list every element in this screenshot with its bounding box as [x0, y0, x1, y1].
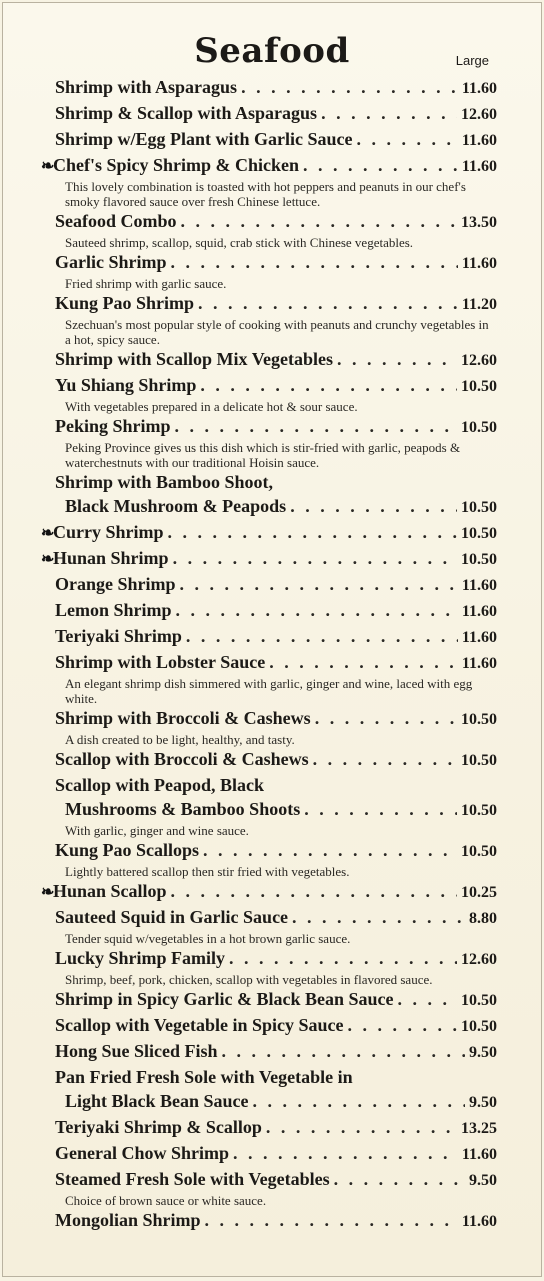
menu-item	[3, 1013, 543, 1039]
menu-item	[3, 1065, 543, 1115]
menu-item-price: 13.50	[461, 214, 497, 231]
menu-item	[3, 1141, 543, 1167]
menu-item	[3, 414, 543, 470]
chili-pepper-icon: ❧	[41, 525, 55, 542]
menu-item-name: Steamed Fresh Sole with Vegetables	[55, 1169, 330, 1189]
menu-item-name: Shrimp with Lobster Sauce	[55, 652, 266, 672]
menu-item-name: Yu Shiang Shrimp	[55, 375, 197, 395]
dot-leader	[203, 838, 457, 862]
menu-item-description: Tender squid w/vegetables in a hot brown garlic sauce.	[65, 931, 351, 946]
menu-item-line	[3, 209, 543, 235]
menu-item-price: 10.50	[461, 419, 497, 436]
menu-item-line	[3, 987, 543, 1013]
menu-item-line	[3, 1065, 543, 1089]
menu-item-price: 11.60	[461, 80, 497, 97]
menu-item-price: 9.50	[469, 1044, 497, 1061]
dot-leader	[171, 250, 458, 274]
dot-leader	[290, 494, 457, 518]
menu-item-name-continued: Black Mushroom & Peapods	[65, 496, 287, 516]
dot-leader	[168, 520, 457, 544]
menu-item-name: Hunan Scallop	[53, 881, 167, 901]
menu-item	[3, 773, 543, 838]
dot-leader	[241, 75, 458, 99]
menu-item	[3, 291, 543, 347]
menu-item-line	[3, 414, 543, 440]
menu-item-line	[3, 291, 543, 317]
menu-item-description: This lovely combination is toasted with hot peppers and peanuts in our chef's smoky flavored sauce over fresh Chinese lettuce.	[65, 179, 466, 209]
menu-item-name: Hunan Shrimp	[53, 548, 169, 568]
menu-item-name: Shrimp with Asparagus	[55, 77, 238, 97]
menu-item	[3, 946, 543, 987]
menu-item-price: 10.50	[461, 499, 497, 516]
menu-item	[3, 624, 543, 650]
menu-item-price: 11.60	[461, 655, 497, 672]
menu-item	[3, 75, 543, 101]
menu-item-line	[3, 127, 543, 153]
menu-item-price: 11.60	[461, 255, 497, 272]
menu-item-name: Shrimp with Broccoli & Cashews	[55, 708, 311, 728]
menu-item-price: 11.20	[461, 296, 497, 313]
menu-item-name: Garlic Shrimp	[55, 252, 167, 272]
menu-item	[3, 905, 543, 946]
menu-item	[3, 598, 543, 624]
section-title: Seafood	[194, 31, 350, 71]
menu-item-description: Fried shrimp with garlic sauce.	[65, 276, 227, 291]
menu-item	[3, 347, 543, 373]
menu-item-line	[3, 101, 543, 127]
menu-item-line	[3, 520, 543, 546]
menu-item-line	[3, 75, 543, 101]
menu-item	[3, 373, 543, 414]
dot-leader	[175, 414, 457, 438]
menu-item-name: Shrimp with Scallop Mix Vegetables	[55, 349, 334, 369]
menu-item-line	[3, 153, 543, 179]
menu-item-line	[3, 546, 543, 572]
dot-leader	[334, 1167, 465, 1191]
dot-leader	[321, 101, 457, 125]
menu-item-price: 10.25	[461, 884, 497, 901]
menu-item-line	[3, 650, 543, 676]
menu-header	[3, 3, 541, 71]
menu-item-price: 12.60	[461, 951, 497, 968]
menu-item	[3, 747, 543, 773]
menu-item	[3, 101, 543, 127]
dot-leader	[198, 291, 458, 315]
menu-item-price: 10.50	[461, 525, 497, 542]
menu-item-name: Kung Pao Scallops	[55, 840, 200, 860]
dot-leader	[304, 797, 457, 821]
dot-leader	[176, 598, 458, 622]
menu-item-line	[3, 1208, 543, 1234]
menu-item-description: Szechuan's most popular style of cooking with peanuts and crunchy vegetables in a hot, spicy sauce.	[65, 317, 489, 347]
menu-item-name: General Chow Shrimp	[55, 1143, 230, 1163]
menu-item-price: 10.50	[461, 551, 497, 568]
menu-item	[3, 987, 543, 1013]
dot-leader	[253, 1089, 465, 1113]
dot-leader	[186, 624, 458, 648]
dot-leader	[292, 905, 465, 929]
menu-item-line	[3, 1141, 543, 1167]
dot-leader	[269, 650, 458, 674]
menu-item-price: 10.50	[461, 711, 497, 728]
menu-item	[3, 650, 543, 706]
dot-leader	[222, 1039, 465, 1063]
menu-item-line	[3, 1115, 543, 1141]
menu-item-name: Kung Pao Shrimp	[55, 293, 195, 313]
dot-leader	[303, 153, 458, 177]
menu-item-price: 10.50	[461, 378, 497, 395]
menu-item	[3, 470, 543, 520]
menu-item	[3, 520, 543, 546]
dot-leader	[200, 373, 457, 397]
menu-item-name: Teriyaki Shrimp	[55, 626, 182, 646]
menu-item-line	[3, 1089, 543, 1115]
menu-item-description: Lightly battered scallop then stir fried with vegetables.	[65, 864, 350, 879]
size-column-label: Large	[455, 53, 489, 68]
menu-item-description: With vegetables prepared in a delicate hot & sour sauce.	[65, 399, 358, 414]
menu-item-name: Mongolian Shrimp	[55, 1210, 201, 1230]
dot-leader	[173, 546, 457, 570]
menu-page	[2, 2, 542, 1277]
menu-item-name: Scallop with Vegetable in Spicy Sauce	[55, 1015, 344, 1035]
menu-item-line	[3, 946, 543, 972]
menu-item-line	[3, 598, 543, 624]
menu-item-line	[3, 347, 543, 373]
menu-item-line	[3, 494, 543, 520]
menu-item-description: An elegant shrimp dish simmered with garlic, ginger and wine, laced with egg white.	[65, 676, 473, 706]
menu-item-price: 10.50	[461, 752, 497, 769]
menu-item	[3, 546, 543, 572]
menu-item-price: 11.60	[461, 629, 497, 646]
menu-item-price: 11.60	[461, 1213, 497, 1230]
dot-leader	[266, 1115, 457, 1139]
chili-pepper-icon: ❧	[41, 884, 55, 901]
menu-item	[3, 250, 543, 291]
menu-item-price: 11.60	[461, 577, 497, 594]
menu-item-list	[3, 75, 543, 1234]
dot-leader	[313, 747, 457, 771]
menu-item-name: Lucky Shrimp Family	[55, 948, 226, 968]
chili-pepper-icon: ❧	[41, 551, 55, 568]
menu-item-name: Shrimp in Spicy Garlic & Black Bean Sauce	[55, 989, 394, 1009]
menu-item-name: Shrimp & Scallop with Asparagus	[55, 103, 318, 123]
menu-item-line	[3, 624, 543, 650]
menu-item-name: Scallop with Peapod, Black	[55, 775, 265, 795]
menu-item-price: 10.50	[461, 992, 497, 1009]
menu-item-price: 10.50	[461, 843, 497, 860]
menu-item-name: Curry Shrimp	[53, 522, 164, 542]
menu-item-name-continued: Light Black Bean Sauce	[65, 1091, 249, 1111]
menu-item-description: Sauteed shrimp, scallop, squid, crab stick with Chinese vegetables.	[65, 235, 414, 250]
menu-item-line	[3, 905, 543, 931]
dot-leader	[233, 1141, 458, 1165]
menu-item-price: 8.80	[469, 910, 497, 927]
menu-item-name: Hong Sue Sliced Fish	[55, 1041, 218, 1061]
menu-item-price: 9.50	[469, 1172, 497, 1189]
menu-item-price: 11.60	[461, 603, 497, 620]
menu-item-name: Lemon Shrimp	[55, 600, 172, 620]
menu-item-name: Peking Shrimp	[55, 416, 171, 436]
menu-item-name: Scallop with Broccoli & Cashews	[55, 749, 309, 769]
menu-item-description: A dish created to be light, healthy, and tasty.	[65, 732, 295, 747]
menu-item-price: 10.50	[461, 802, 497, 819]
menu-item	[3, 879, 543, 905]
menu-item-name: Sauteed Squid in Garlic Sauce	[55, 907, 289, 927]
menu-item-price: 11.60	[461, 1146, 497, 1163]
menu-item-line	[3, 838, 543, 864]
chili-pepper-icon: ❧	[41, 158, 55, 175]
dot-leader	[398, 987, 457, 1011]
menu-item-price: 12.60	[461, 352, 497, 369]
menu-item	[3, 1115, 543, 1141]
menu-item-name: Seafood Combo	[55, 211, 177, 231]
menu-item-name: Teriyaki Shrimp & Scallop	[55, 1117, 262, 1137]
menu-item-description: Choice of brown sauce or white sauce.	[65, 1193, 267, 1208]
menu-item-line	[3, 373, 543, 399]
dot-leader	[181, 209, 457, 233]
dot-leader	[337, 347, 457, 371]
menu-item-price: 10.50	[461, 1018, 497, 1035]
menu-item-name: Shrimp w/Egg Plant with Garlic Sauce	[55, 129, 353, 149]
menu-item-price: 11.60	[461, 158, 497, 175]
menu-item-name: Chef's Spicy Shrimp & Chicken	[53, 155, 300, 175]
menu-item-line	[3, 879, 543, 905]
menu-item-line	[3, 1039, 543, 1065]
menu-item-line	[3, 1167, 543, 1193]
menu-item-name-continued: Mushrooms & Bamboo Shoots	[65, 799, 301, 819]
menu-item	[3, 572, 543, 598]
menu-item	[3, 127, 543, 153]
dot-leader	[205, 1208, 458, 1232]
dot-leader	[180, 572, 458, 596]
dot-leader	[357, 127, 458, 151]
menu-item-description: With garlic, ginger and wine sauce.	[65, 823, 249, 838]
menu-item-price: 11.60	[461, 132, 497, 149]
menu-item-price: 13.25	[461, 1120, 497, 1137]
dot-leader	[348, 1013, 457, 1037]
menu-item-description: Shrimp, beef, pork, chicken, scallop with vegetables in flavored sauce.	[65, 972, 433, 987]
menu-item-line	[3, 797, 543, 823]
menu-item-name: Orange Shrimp	[55, 574, 176, 594]
menu-item-price: 12.60	[461, 106, 497, 123]
menu-item	[3, 1039, 543, 1065]
menu-item-line	[3, 572, 543, 598]
menu-item	[3, 1167, 543, 1208]
menu-item-line	[3, 773, 543, 797]
menu-item-line	[3, 1013, 543, 1039]
menu-item	[3, 1208, 543, 1234]
menu-item-name: Shrimp with Bamboo Shoot,	[55, 472, 274, 492]
menu-item-description: Peking Province gives us this dish which is stir-fried with garlic, peapods & waterchestnuts with our traditional Hoisin sauce.	[65, 440, 461, 470]
menu-item	[3, 838, 543, 879]
menu-item-line	[3, 470, 543, 494]
dot-leader	[171, 879, 457, 903]
dot-leader	[315, 706, 457, 730]
menu-item	[3, 209, 543, 250]
menu-item-line	[3, 747, 543, 773]
menu-item	[3, 153, 543, 209]
menu-item-price: 9.50	[469, 1094, 497, 1111]
menu-item	[3, 706, 543, 747]
menu-item-line	[3, 250, 543, 276]
menu-item-name: Pan Fried Fresh Sole with Vegetable in	[55, 1067, 353, 1087]
menu-item-line	[3, 706, 543, 732]
dot-leader	[229, 946, 457, 970]
